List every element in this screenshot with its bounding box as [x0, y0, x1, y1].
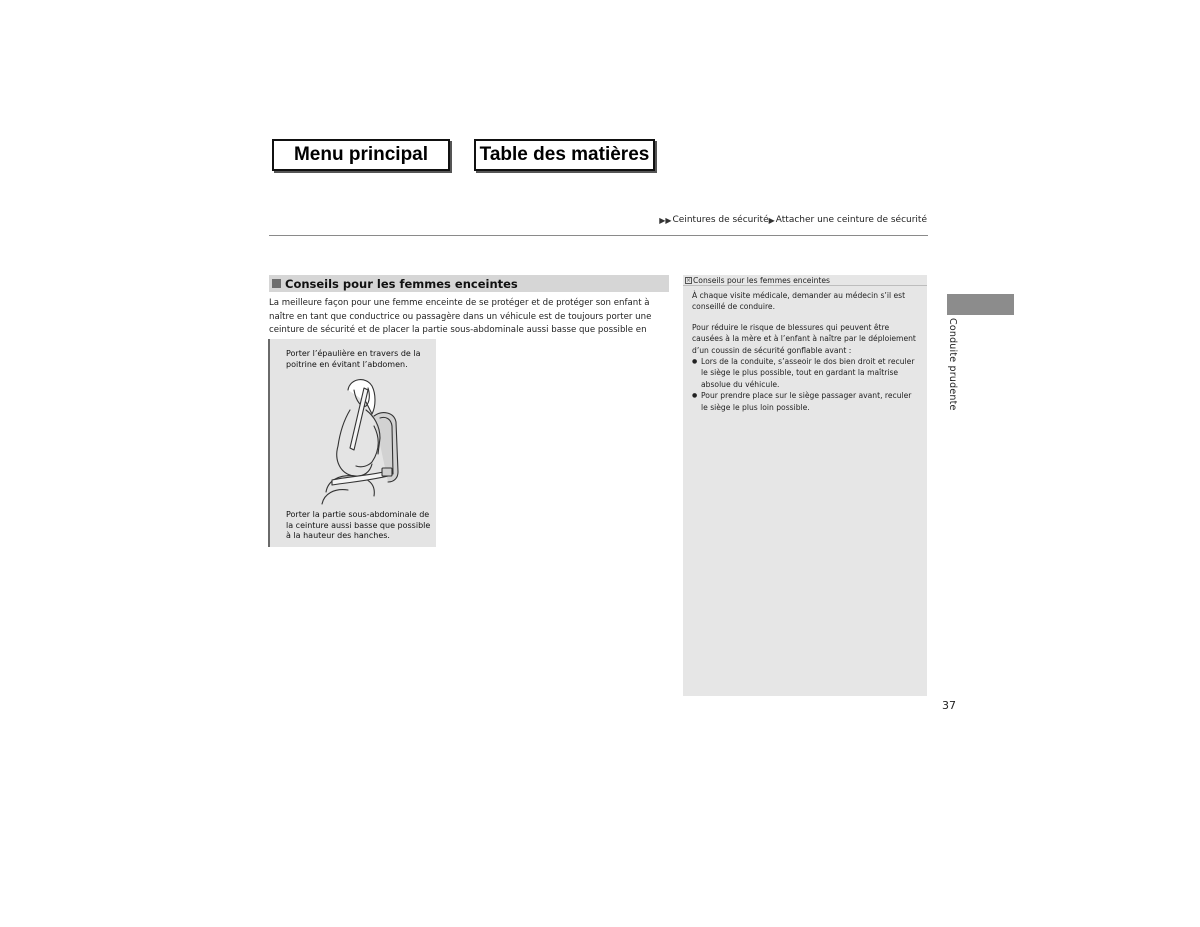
- notes-sidebar: [683, 275, 927, 696]
- triangle-right-icon: ▶▶: [659, 215, 672, 225]
- table-of-contents-button[interactable]: Table des matières: [474, 139, 655, 171]
- sidebar-divider: [683, 285, 927, 286]
- sidebar-title-text: Conseils pour les femmes enceintes: [693, 276, 830, 285]
- breadcrumb: [659, 215, 927, 225]
- seatbelt-illustration-panel: [268, 339, 436, 547]
- list-item: ● Pour prendre place sur le siège passager avant, reculer le siège le plus loin possible.: [692, 390, 920, 413]
- note-marker-icon: ×: [686, 277, 692, 284]
- page-number: 37: [942, 699, 956, 712]
- breadcrumb-item-seatbelts[interactable]: Ceintures de sécurité: [672, 215, 769, 225]
- main-menu-button[interactable]: Menu principal: [272, 139, 450, 171]
- section-heading: [269, 275, 669, 292]
- section-title: Conseils pour les femmes enceintes: [285, 276, 518, 291]
- list-item: ● Lors de la conduite, s’asseoir le dos bien droit et reculer le siège le plus possible, tout en gardant la maîtrise absolue du véhicule.: [692, 356, 920, 390]
- figure-caption-lap: Porter la partie sous-abdominale de la ceinture aussi basse que possible à la hauteur des hanches.: [286, 510, 431, 540]
- figure-caption-shoulder: Porter l’épaulière en travers de la poitrine en évitant l’abdomen.: [286, 349, 421, 369]
- sidebar-bullet-list: [692, 356, 920, 413]
- section-body: La meilleure façon pour une femme enceinte de se protéger et de protéger son enfant à naître en tant que conductrice ou passagère dans un véhicule est de toujours porter une ceinture de sécurité et de placer la partie sous-abdominale aussi basse que possible en: [269, 298, 652, 335]
- pregnant-woman-seatbelt-illustration: [310, 376, 400, 506]
- chapter-tab-marker: [947, 294, 1014, 315]
- header-divider: [269, 235, 928, 236]
- sidebar-paragraph: À chaque visite médicale, demander au médecin s’il est conseillé de conduire.: [692, 291, 906, 312]
- breadcrumb-item-fasten-seatbelt[interactable]: Attacher une ceinture de sécurité: [775, 215, 927, 225]
- sidebar-title: [685, 276, 830, 285]
- square-bullet-icon: [272, 279, 281, 288]
- sidebar-content: [692, 290, 920, 413]
- sidebar-paragraph: Pour réduire le risque de blessures qui peuvent être causées à la mère et à l’enfant à naître par le déploiement d’un coussin de sécurité gonflable avant :: [692, 322, 916, 355]
- triangle-right-icon: ▶: [768, 215, 775, 225]
- chapter-tab-label[interactable]: Conduite prudente: [947, 318, 958, 411]
